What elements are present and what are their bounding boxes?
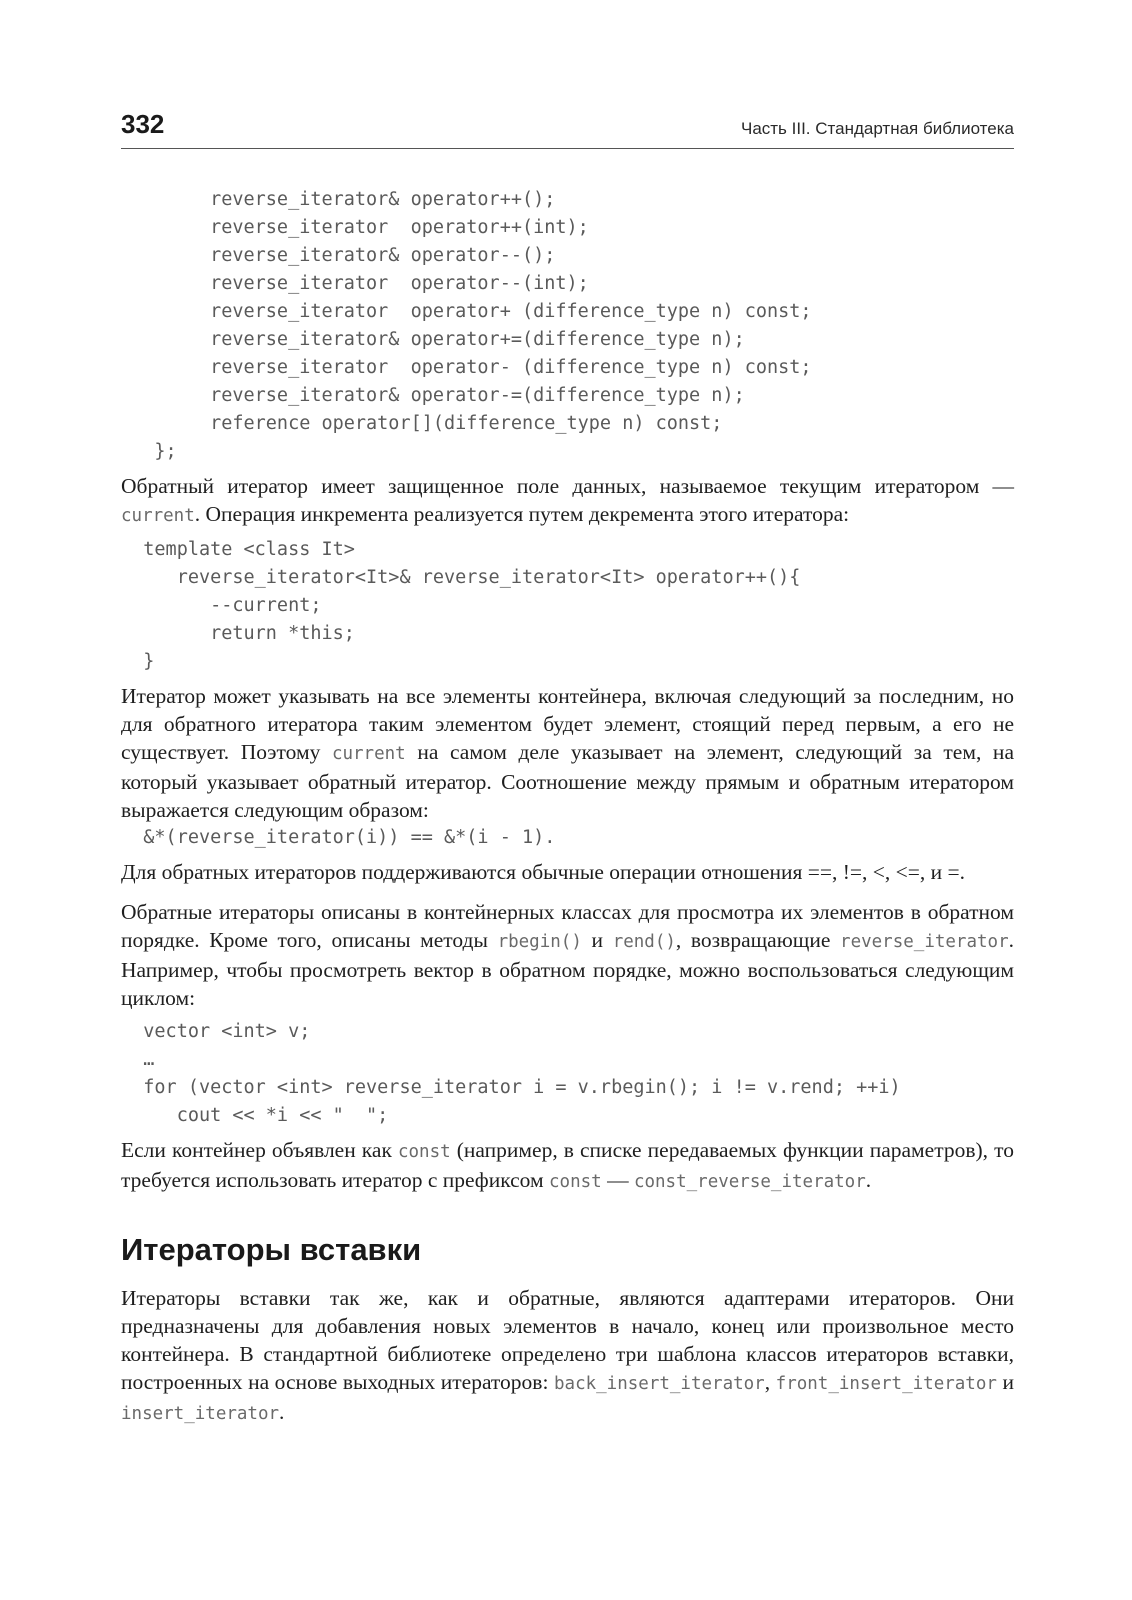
code-line: reference operator[](difference_type n) const;: [121, 413, 723, 434]
code-block-increment: [121, 536, 1014, 676]
code-line: template <class It>: [121, 539, 355, 560]
code-line: reverse_iterator& operator++();: [121, 189, 556, 210]
code-block-reverse-loop: [121, 1018, 1014, 1130]
inline-code: insert_iterator: [121, 1404, 280, 1424]
code-line: reverse_iterator& operator--();: [121, 245, 556, 266]
code-line: reverse_iterator operator- (difference_type n) const;: [121, 357, 812, 378]
inline-code: const: [397, 1142, 451, 1162]
code-line: };: [121, 441, 177, 462]
text: Если контейнер объявлен как: [121, 1138, 398, 1162]
text: .: [865, 1168, 872, 1192]
code-line: reverse_iterator& operator-=(difference_type n);: [121, 385, 745, 406]
code-line: reverse_iterator<It>& reverse_iterator<It> operator++(){: [121, 567, 801, 588]
code-line: return *this;: [121, 623, 355, 644]
text: Итератор может указывать на все элементы контейнера, включая следующий за последним, но для обратного итератора таким элементом будет элемент, стоящий перед первым, а его не существует. Поэтому: [121, 684, 1014, 764]
text: .: [279, 1400, 285, 1424]
code-line: --current;: [121, 595, 322, 616]
inline-code: back_insert_iterator: [554, 1374, 765, 1394]
code-line: &*(reverse_iterator(i)) == &*(i - 1).: [121, 827, 556, 848]
code-line: reverse_iterator operator+ (difference_type n) const;: [121, 301, 812, 322]
text: (например, в списке передаваемых функции параметров), то требуется использовать итератор с префиксом: [121, 1138, 1014, 1192]
code-line: …: [121, 1049, 155, 1070]
inline-code: const: [549, 1172, 602, 1192]
section-heading: Итераторы вставки: [121, 1232, 422, 1267]
paragraph-iterator-relation: [121, 682, 1014, 824]
header-rule: [121, 148, 1014, 149]
page-number: 332: [121, 109, 165, 139]
code-line: reverse_iterator operator--(int);: [121, 273, 589, 294]
code-line: reverse_iterator& operator+=(difference_type n);: [121, 329, 745, 350]
text: Итераторы вставки так же, как и обратные, являются адаптерами итераторов. Они предназначены для добавления новых элементов в начало, конец или произвольное место контейнера. В стандартной библиотеке определено три шаблона классов итераторов вставки, построенных на основе выходных итераторов:: [121, 1286, 1014, 1394]
code-line: }: [121, 651, 155, 672]
inline-code: current: [121, 506, 195, 526]
inline-code: const_reverse_iterator: [633, 1172, 866, 1192]
paragraph-const-iterator: [121, 1136, 1014, 1196]
text: и: [996, 1370, 1014, 1394]
paragraph-insert-iterators: [121, 1284, 1014, 1428]
text: . Например, чтобы просмотреть вектор в обратном порядке, можно воспользоваться следующим циклом:: [121, 928, 1014, 1010]
inline-code: front_insert_iterator: [775, 1374, 997, 1394]
text: Для обратных итераторов поддерживаются обычные операции отношения ==, !=, <, <=, и =.: [121, 860, 966, 884]
running-head: Часть III. Стандартная библиотека: [740, 119, 1014, 138]
paragraph-rbegin-rend: [121, 898, 1014, 1012]
paragraph-relation-ops: [121, 858, 1014, 886]
inline-code: current: [331, 744, 406, 764]
code-block-relation: [121, 824, 1014, 852]
text: Обратные итераторы описаны в контейнерных классах для просмотра их элементов в обратном порядке. Кроме того, описаны методы: [121, 900, 1014, 952]
text: . Операция инкремента реализуется путем декремента этого итератора:: [194, 502, 850, 526]
text: на самом деле указывает на элемент, следующий за тем, на который указывает обратный итератор. Соотношение между прямым и обратным итератором выражается следующим образом:: [121, 740, 1014, 822]
text: ,: [764, 1370, 776, 1394]
code-line: reverse_iterator operator++(int);: [121, 217, 589, 238]
code-block-reverse-iterator-ops: [121, 186, 1014, 466]
code-line: cout << *i << " ";: [121, 1105, 389, 1126]
code-line: vector <int> v;: [121, 1021, 311, 1042]
text: и: [581, 928, 613, 952]
text: , возвращающие: [675, 928, 841, 952]
inline-code: rend(): [612, 932, 676, 952]
code-line: for (vector <int> reverse_iterator i = v.rbegin(); i != v.rend; ++i): [121, 1077, 901, 1098]
inline-code: rbegin(): [497, 932, 582, 952]
text: Обратный итератор имеет защищенное поле данных, называемое текущим итератором —: [121, 474, 1014, 498]
page-content: [121, 186, 1014, 1428]
paragraph-current-field: [121, 472, 1014, 530]
inline-code: reverse_iterator: [840, 932, 1009, 952]
text: —: [601, 1168, 634, 1192]
